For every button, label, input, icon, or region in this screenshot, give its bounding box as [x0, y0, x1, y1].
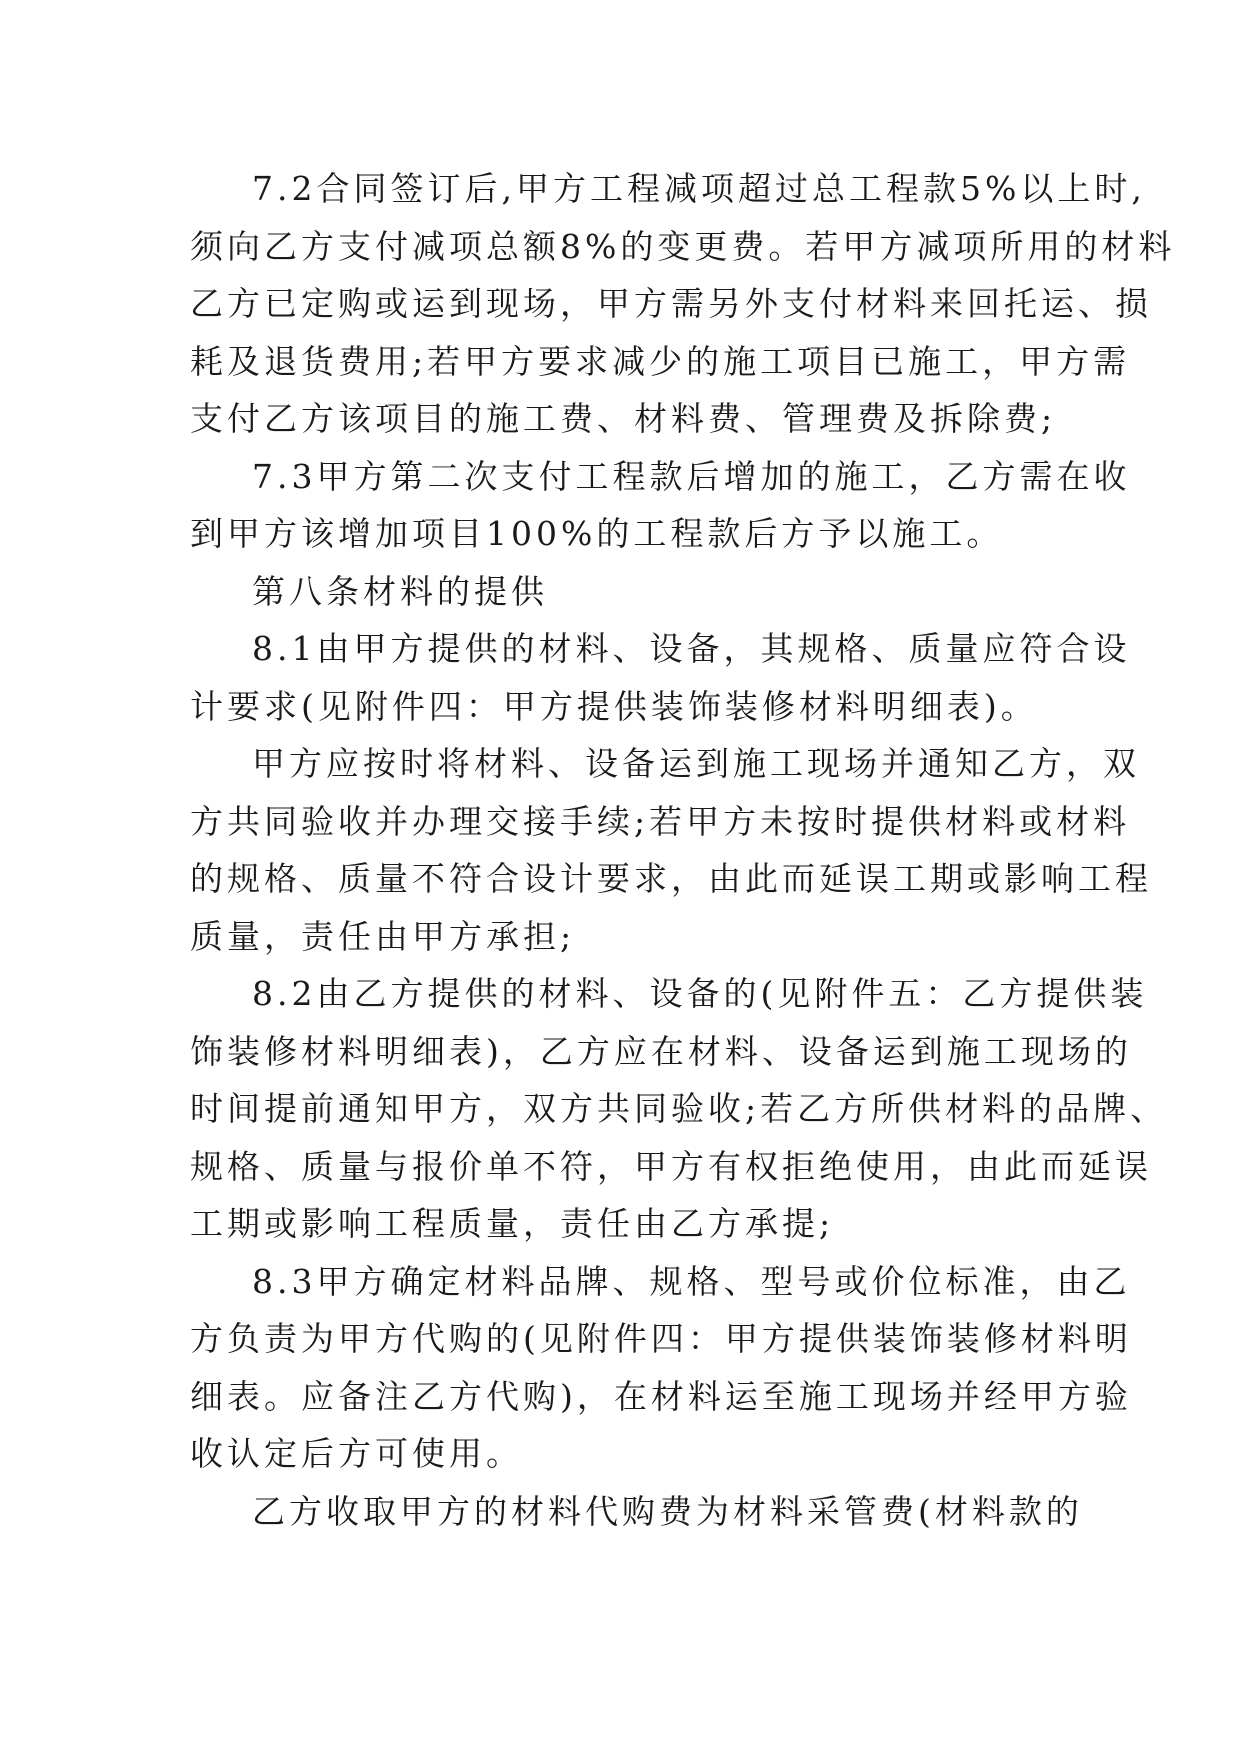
paragraph-8-2-line-4: 规格、质量与报价单不符，甲方有权拒绝使用，由此而延误	[190, 1146, 1152, 1186]
paragraph-7-2-line-3: 乙方已定购或运到现场，甲方需另外支付材料来回托运、损	[190, 284, 1152, 323]
paragraph-7-3-line-1: 7.3甲方第二次支付工程款后增加的施工，乙方需在收	[252, 456, 1131, 496]
paragraph-8-1b-line-4: 质量，责任由甲方承担;	[190, 916, 576, 956]
paragraph-8-1b-line-2: 方共同验收并办理交接手续;若甲方未按时提供材料或材料	[190, 801, 1131, 841]
paragraph-8-3-line-3: 细表。应备注乙方代购)，在材料运至施工现场并经甲方验	[190, 1376, 1132, 1416]
paragraph-8-1b-line-1: 甲方应按时将材料、设备运到施工现场并通知乙方，双	[252, 744, 1140, 783]
paragraph-8-3-line-2: 方负责为甲方代购的(见附件四：甲方提供装饰装修材料明	[190, 1319, 1132, 1358]
paragraph-8-1b-line-3: 的规格、质量不符合设计要求，由此而延误工期或影响工程	[190, 859, 1152, 898]
paragraph-8-2-line-1: 8.2由乙方提供的材料、设备的(见附件五：乙方提供装	[252, 974, 1148, 1013]
document-body	[190, 160, 1176, 1540]
paragraph-7-3-line-2: 到甲方该增加项目100%的工程款后方予以施工。	[190, 514, 1004, 553]
paragraph-8-1-line-2: 计要求(见附件四：甲方提供装饰装修材料明细表)。	[190, 686, 1038, 726]
paragraph-8-3-line-1: 8.3甲方确定材料品牌、规格、型号或价位标准，由乙	[252, 1261, 1131, 1301]
paragraph-8-2-line-3: 时间提前通知甲方，双方共同验收;若乙方所供材料的品牌、	[190, 1089, 1168, 1128]
paragraph-7-2-line-5: 支付乙方该项目的施工费、材料费、管理费及拆除费;	[190, 399, 1057, 438]
article-8-heading: 第八条材料的提供	[252, 571, 548, 611]
paragraph-8-3b-line-1: 乙方收取甲方的材料代购费为材料采管费(材料款的	[252, 1491, 1083, 1531]
paragraph-7-2-line-1: 7.2合同签订后,甲方工程减项超过总工程款5%以上时,	[252, 169, 1146, 208]
paragraph-7-2-line-4: 耗及退货费用;若甲方要求减少的施工项目已施工，甲方需	[190, 341, 1131, 381]
paragraph-7-2-line-2: 须向乙方支付减项总额8%的变更费。若甲方减项所用的材料	[190, 226, 1176, 266]
paragraph-8-3-line-4: 收认定后方可使用。	[190, 1434, 523, 1473]
paragraph-8-2-line-2: 饰装修材料明细表)，乙方应在材料、设备运到施工现场的	[190, 1031, 1132, 1071]
paragraph-8-1-line-1: 8.1由甲方提供的材料、设备，其规格、质量应符合设	[252, 629, 1131, 668]
paragraph-8-2-line-5: 工期或影响工程质量，责任由乙方承提;	[190, 1204, 835, 1243]
